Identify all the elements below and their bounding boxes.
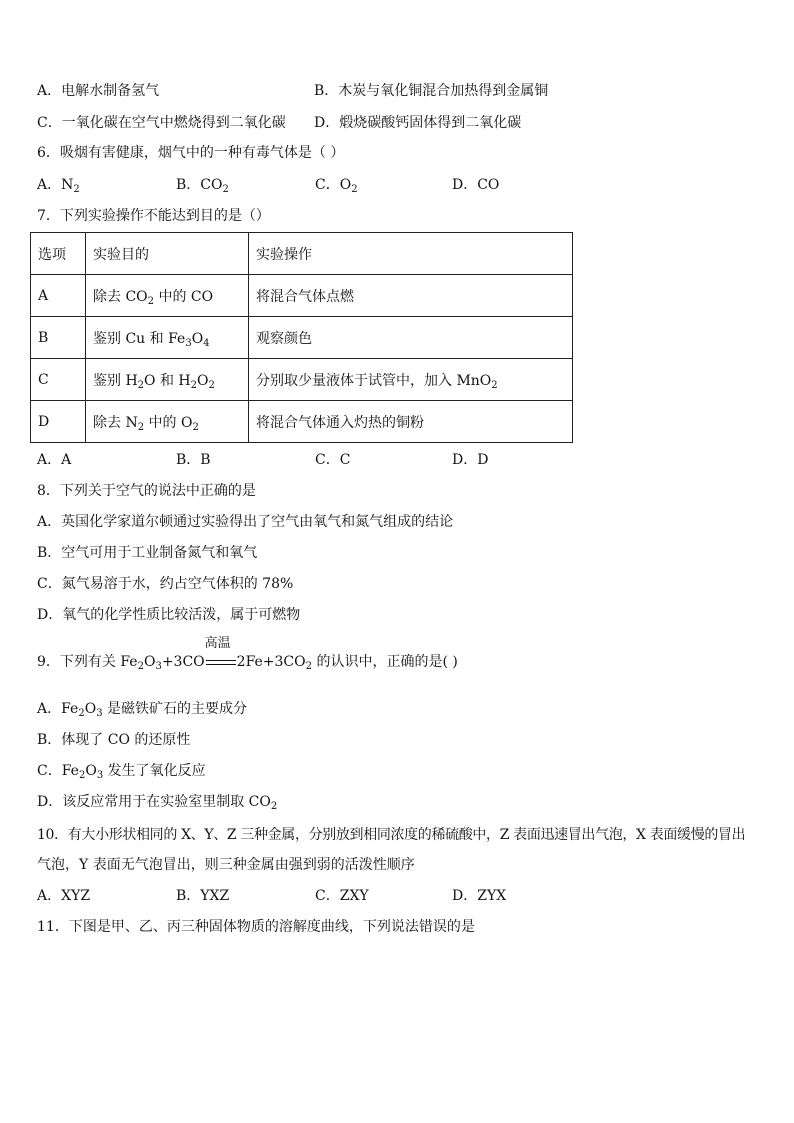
- q10-option-d: D．ZYX: [452, 888, 507, 904]
- q10-stem-line1: 10．有大小形状相同的 X、Y、Z 三种金属，分别放到相同浓度的稀硫酸中，Z 表面迅速冒出气泡，X 表面缓慢的冒出: [37, 827, 746, 843]
- reaction-condition: 高温: [204, 636, 231, 651]
- q7-experiment-table: [30, 232, 573, 443]
- row-option: D: [31, 401, 86, 443]
- q9-option-b: B．体现了 CO 的还原性: [37, 732, 191, 748]
- row-option: C: [31, 359, 86, 401]
- q10-option-b: B．YXZ: [176, 888, 230, 904]
- q9-option-d: D．该反应常用于在实验室里制取 $CO_2$: [37, 794, 278, 812]
- row-option: A: [31, 275, 86, 317]
- row-option: B: [31, 317, 86, 359]
- q6-option-d: D．CO: [452, 177, 500, 193]
- q5-option-a: A．电解水制备氢气: [37, 83, 160, 99]
- q10-option-c: C．ZXY: [315, 888, 369, 904]
- row-operation: 观察颜色: [249, 317, 573, 359]
- q8-option-d: D．氧气的化学性质比较活泼，属于可燃物: [37, 607, 301, 623]
- table-row: [31, 275, 573, 317]
- q7-option-d: D．D: [452, 452, 489, 468]
- q8-option-b: B．空气可用于工业制备氮气和氧气: [37, 545, 258, 561]
- row-operation: 将混合气体点燃: [249, 275, 573, 317]
- q6-stem: 6．吸烟有害健康，烟气中的一种有毒气体是（ ）: [37, 145, 345, 161]
- row-goal: 除去 $N_2$ 中的 $O_2$: [86, 401, 249, 443]
- table-row: [31, 317, 573, 359]
- q7-option-a: A．A: [37, 452, 72, 468]
- q6-option-b: B．$CO_2$: [176, 177, 229, 195]
- header-operation: 实验操作: [249, 233, 573, 275]
- q10-option-a: A．XYZ: [37, 888, 91, 904]
- q6-option-a: A．$N_2$: [37, 177, 80, 195]
- row-operation: 分别取少量液体于试管中，加入 MnO$_2$: [249, 359, 573, 401]
- q9-option-a: A．$Fe_2O_3$ 是磁铁矿石的主要成分: [37, 701, 248, 719]
- q9-stem: 9．下列有关 $Fe_2O_3+3CO$ 高温 $2Fe+3CO_2$ 的认识中，正确的是( ): [37, 636, 458, 672]
- q8-stem: 8．下列关于空气的说法中正确的是: [37, 483, 256, 499]
- q7-stem: 7．下列实验操作不能达到目的是（）: [37, 208, 270, 224]
- q6-option-c: C．$O_2$: [315, 177, 358, 195]
- row-goal: 鉴别 $H_2O$ 和 $H_2O_2$: [86, 359, 249, 401]
- q7-option-c: C．C: [315, 452, 351, 468]
- q5-option-c: C．一氧化碳在空气中燃烧得到二氧化碳: [37, 115, 286, 131]
- table-header-row: [31, 233, 573, 275]
- q10-stem-line2: 气泡，Y 表面无气泡冒出，则三种金属由强到弱的活泼性顺序: [37, 857, 415, 873]
- header-goal: 实验目的: [86, 233, 249, 275]
- reaction-equals-sign: [204, 636, 236, 666]
- q5-option-b: B．木炭与氧化铜混合加热得到金属铜: [314, 83, 549, 99]
- q11-stem: 11．下图是甲、乙、丙三种固体物质的溶解度曲线，下列说法错误的是: [37, 919, 475, 935]
- table-row: [31, 401, 573, 443]
- row-operation: 将混合气体通入灼热的铜粉: [249, 401, 573, 443]
- row-goal: 鉴别 Cu 和 $Fe_3O_4$: [86, 317, 249, 359]
- q5-option-d: D．煅烧碳酸钙固体得到二氧化碳: [314, 115, 522, 131]
- q9-option-c: C．$Fe_2O_3$ 发生了氧化反应: [37, 763, 206, 781]
- header-option: 选项: [31, 233, 86, 275]
- q8-option-c: C．氮气易溶于水，约占空气体积的 78%: [37, 576, 294, 592]
- q7-option-b: B．B: [176, 452, 211, 468]
- table-row: [31, 359, 573, 401]
- q8-option-a: A．英国化学家道尔顿通过实验得出了空气由氧气和氮气组成的结论: [37, 514, 454, 530]
- row-goal: 除去 $CO_2$ 中的 CO: [86, 275, 249, 317]
